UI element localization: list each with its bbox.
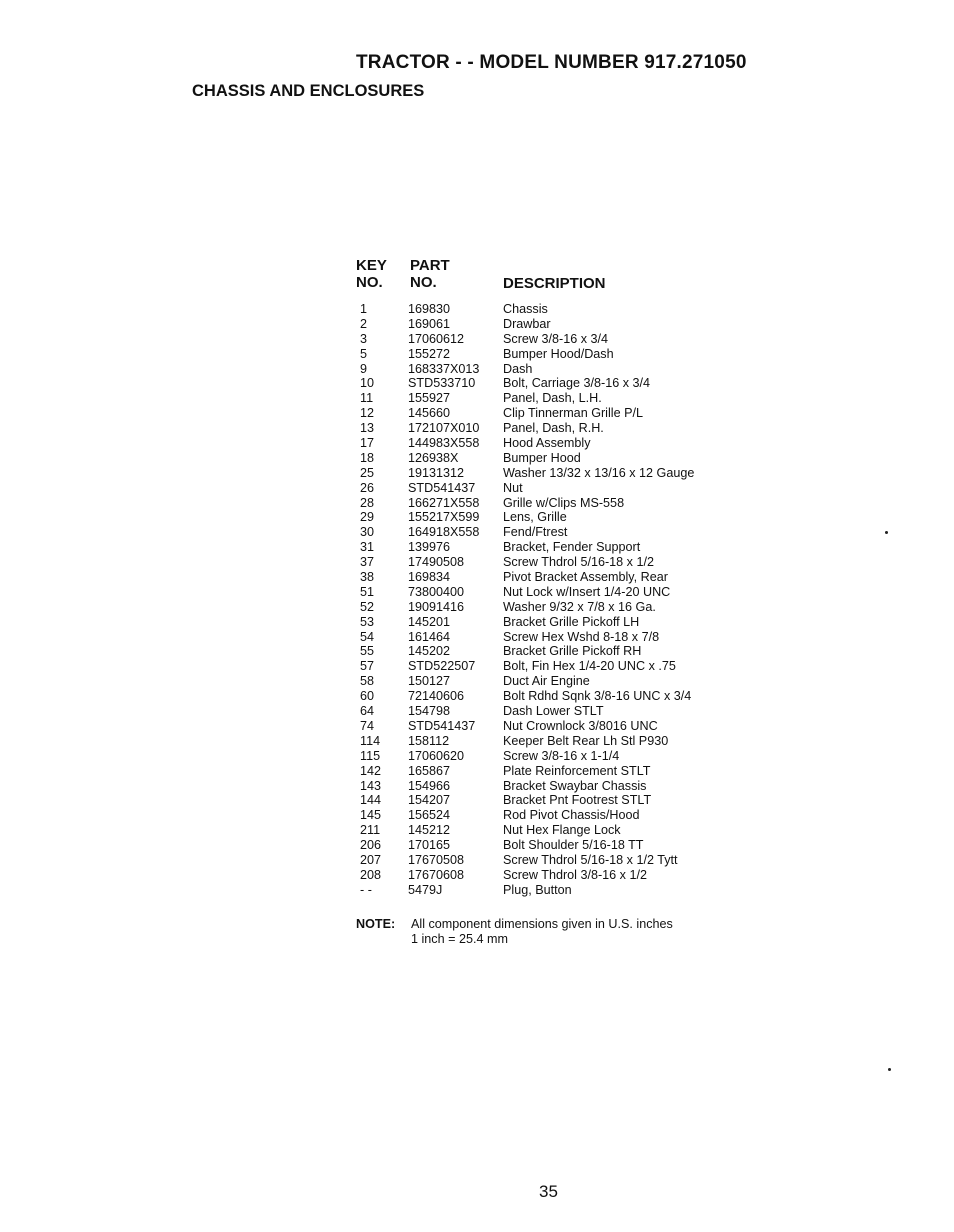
table-row (356, 853, 776, 868)
key-no-cell: 52 (360, 599, 375, 614)
key-no-cell: 3 (360, 331, 368, 346)
part-no-cell: 170165 (408, 838, 451, 853)
table-row (356, 615, 776, 630)
table-row (356, 555, 776, 570)
table-row (356, 883, 776, 898)
description-cell: Lens, Grille (503, 510, 567, 525)
description-cell: Bolt, Fin Hex 1/4-20 UNC x .75 (503, 659, 676, 674)
table-row (356, 525, 776, 540)
key-no-cell: 25 (360, 465, 375, 480)
description-cell: Bolt, Carriage 3/8-16 x 3/4 (503, 376, 651, 391)
table-row (356, 362, 776, 377)
table-row (356, 749, 776, 764)
part-no-cell: 161464 (408, 629, 451, 644)
part-no-cell: 17060612 (408, 331, 465, 346)
table-row (356, 451, 776, 466)
description-cell: Duct Air Engine (503, 674, 590, 689)
part-no-cell: 169830 (408, 302, 451, 316)
part-no-cell: 156524 (408, 808, 451, 823)
header-key-no (356, 257, 387, 293)
part-no-cell: 139976 (408, 540, 451, 555)
key-no-cell: 29 (360, 510, 375, 525)
part-no-cell: 145212 (408, 823, 451, 838)
header-key-line1: KEY (356, 257, 387, 274)
part-no-cell: 166271X558 (408, 495, 480, 510)
part-no-cell: 164918X558 (408, 525, 480, 540)
part-no-cell: STD541437 (408, 718, 476, 733)
key-no-cell: 211 (360, 823, 381, 838)
key-no-cell: 38 (360, 570, 375, 585)
key-no-cell: 145 (360, 808, 382, 823)
key-no-cell: 60 (360, 689, 375, 704)
part-no-cell: 17490508 (408, 555, 465, 570)
table-row (356, 838, 776, 853)
key-no-cell: 57 (360, 659, 375, 674)
key-no-cell: 64 (360, 704, 375, 719)
key-no-cell: 144 (360, 793, 382, 808)
table-row (356, 421, 776, 436)
key-no-cell: 10 (360, 376, 375, 391)
table-row (356, 302, 776, 317)
table-row (356, 376, 776, 391)
part-no-cell: 72140606 (408, 689, 465, 704)
header-key-line2: NO. (356, 274, 383, 291)
key-no-cell: 26 (360, 480, 375, 495)
table-row (356, 868, 776, 883)
page-title: TRACTOR - - MODEL NUMBER 917.271050 (356, 52, 747, 73)
part-no-cell: 165867 (408, 763, 451, 778)
description-cell: Nut Lock w/Insert 1/4-20 UNC (503, 584, 671, 599)
key-no-cell: 115 (360, 748, 381, 763)
part-no-cell: 17670508 (408, 852, 465, 867)
table-row (356, 391, 776, 406)
part-no-cell: 158112 (408, 733, 450, 748)
description-cell: Grille w/Clips MS-558 (503, 495, 625, 510)
part-no-cell: STD522507 (408, 659, 476, 674)
header-part-line1: PART (410, 257, 450, 274)
description-cell: Plug, Button (503, 882, 572, 897)
section-title: CHASSIS AND ENCLOSURES (192, 82, 425, 100)
key-no-cell: 54 (360, 629, 375, 644)
part-no-cell: 145660 (408, 406, 451, 421)
key-no-cell: 9 (360, 361, 368, 376)
part-no-cell: 155272 (408, 346, 451, 361)
page-number: 35 (539, 1182, 558, 1201)
table-row (356, 332, 776, 347)
table-row (356, 779, 776, 794)
header-part-line2: NO. (410, 274, 437, 291)
note-label: NOTE: (356, 917, 396, 931)
table-row (356, 734, 776, 749)
key-no-cell: 207 (360, 852, 382, 867)
table-row (356, 793, 776, 808)
table-row (356, 808, 776, 823)
key-no-cell: 53 (360, 614, 375, 629)
key-no-cell: 31 (360, 540, 375, 555)
part-no-cell: 126938X (408, 450, 459, 465)
table-row (356, 630, 776, 645)
description-cell: Bracket Pnt Footrest STLT (503, 793, 652, 808)
description-cell: Plate Reinforcement STLT (503, 763, 651, 778)
part-no-cell: 168337X013 (408, 361, 480, 376)
table-row (356, 510, 776, 525)
table-row (356, 674, 776, 689)
table-row (356, 466, 776, 481)
description-cell: Dash Lower STLT (503, 704, 604, 719)
table-row (356, 719, 776, 734)
part-no-cell: 150127 (408, 674, 451, 689)
part-no-cell: 155217X599 (408, 510, 480, 525)
description-cell: Nut (503, 480, 523, 495)
description-cell: Bolt Rdhd Sqnk 3/8-16 UNC x 3/4 (503, 689, 692, 704)
table-row (356, 659, 776, 674)
part-no-cell: 19091416 (408, 599, 465, 614)
key-no-cell: 17 (360, 436, 375, 451)
description-cell: Pivot Bracket Assembly, Rear (503, 570, 668, 585)
table-row (356, 585, 776, 600)
key-no-cell: 37 (360, 555, 375, 570)
scan-speck (885, 531, 888, 534)
key-no-cell: 11 (360, 391, 374, 406)
table-row (356, 644, 776, 659)
part-no-cell: 145202 (408, 644, 451, 659)
description-cell: Bracket Grille Pickoff RH (503, 644, 642, 659)
part-no-cell: STD541437 (408, 480, 476, 495)
description-cell: Screw Thdrol 3/8-16 x 1/2 (503, 867, 647, 882)
key-no-cell: 206 (360, 838, 382, 853)
table-row (356, 600, 776, 615)
part-no-cell: 154798 (408, 704, 451, 719)
table-row (356, 481, 776, 496)
description-cell: Bracket Swaybar Chassis (503, 778, 647, 793)
key-no-cell: 12 (360, 406, 375, 421)
description-cell: Nut Crownlock 3/8016 UNC (503, 718, 658, 733)
key-no-cell: 58 (360, 674, 375, 689)
part-no-cell: 172107X010 (408, 421, 480, 436)
note-line-1: All component dimensions given in U.S. inches (411, 917, 673, 931)
description-cell: Fend/Ftrest (503, 525, 568, 540)
key-no-cell: 55 (360, 644, 375, 659)
description-cell: Bracket, Fender Support (503, 540, 641, 555)
part-no-cell: 5479J (408, 882, 443, 897)
key-no-cell: 5 (360, 346, 368, 361)
key-no-cell: 13 (360, 421, 375, 436)
description-cell: Washer 13/32 x 13/16 x 12 Gauge (503, 465, 695, 480)
key-no-cell: 142 (360, 763, 382, 778)
key-no-cell: 114 (360, 733, 381, 748)
description-cell: Bumper Hood (503, 450, 581, 465)
description-cell: Bolt Shoulder 5/16-18 TT (503, 838, 644, 853)
part-no-cell: 169061 (408, 316, 451, 331)
description-cell: Screw Thdrol 5/16-18 x 1/2 (503, 555, 654, 570)
table-row (356, 823, 776, 838)
key-no-cell: 30 (360, 525, 375, 540)
part-no-cell: 169834 (408, 570, 451, 585)
description-cell: Bracket Grille Pickoff LH (503, 614, 640, 629)
key-no-cell: 18 (360, 450, 375, 465)
header-part-no (410, 257, 450, 293)
part-no-cell: STD533710 (408, 376, 476, 391)
part-no-cell: 144983X558 (408, 436, 480, 451)
description-cell: Drawbar (503, 316, 551, 331)
description-cell: Hood Assembly (503, 436, 591, 451)
description-cell: Bumper Hood/Dash (503, 346, 614, 361)
key-no-cell: - - (360, 882, 372, 897)
description-cell: Dash (503, 361, 533, 376)
description-cell: Panel, Dash, L.H. (503, 391, 602, 406)
parts-table (356, 302, 776, 898)
table-row (356, 704, 776, 719)
description-cell: Rod Pivot Chassis/Hood (503, 808, 640, 823)
description-cell: Screw 3/8-16 x 3/4 (503, 331, 608, 346)
key-no-cell: 28 (360, 495, 375, 510)
table-row (356, 496, 776, 511)
key-no-cell: 143 (360, 778, 382, 793)
description-cell: Screw Thdrol 5/16-18 x 1/2 Tytt (503, 852, 678, 867)
description-cell: Screw Hex Wshd 8-18 x 7/8 (503, 629, 660, 644)
note-line-2: 1 inch = 25.4 mm (411, 932, 508, 946)
description-cell: Screw 3/8-16 x 1-1/4 (503, 748, 620, 763)
key-no-cell: 1 (360, 302, 368, 316)
description-cell: Panel, Dash, R.H. (503, 421, 604, 436)
table-row (356, 436, 776, 451)
table-row (356, 406, 776, 421)
header-description: DESCRIPTION (503, 275, 606, 292)
table-row (356, 317, 776, 332)
key-no-cell: 51 (360, 584, 375, 599)
key-no-cell: 74 (360, 718, 375, 733)
key-no-cell: 2 (360, 316, 368, 331)
part-no-cell: 154207 (408, 793, 451, 808)
part-no-cell: 17670608 (408, 867, 465, 882)
part-no-cell: 73800400 (408, 584, 465, 599)
description-cell: Clip Tinnerman Grille P/L (503, 406, 643, 421)
part-no-cell: 155927 (408, 391, 451, 406)
part-no-cell: 19131312 (408, 465, 465, 480)
part-no-cell: 17060620 (408, 748, 465, 763)
description-cell: Chassis (503, 302, 548, 316)
table-row (356, 764, 776, 779)
table-row (356, 689, 776, 704)
description-cell: Washer 9/32 x 7/8 x 16 Ga. (503, 599, 656, 614)
table-row (356, 540, 776, 555)
table-row (356, 347, 776, 362)
part-no-cell: 154966 (408, 778, 451, 793)
description-cell: Nut Hex Flange Lock (503, 823, 621, 838)
part-no-cell: 145201 (408, 614, 451, 629)
table-row (356, 570, 776, 585)
key-no-cell: 208 (360, 867, 382, 882)
scan-speck (888, 1068, 891, 1071)
description-cell: Keeper Belt Rear Lh Stl P930 (503, 733, 669, 748)
